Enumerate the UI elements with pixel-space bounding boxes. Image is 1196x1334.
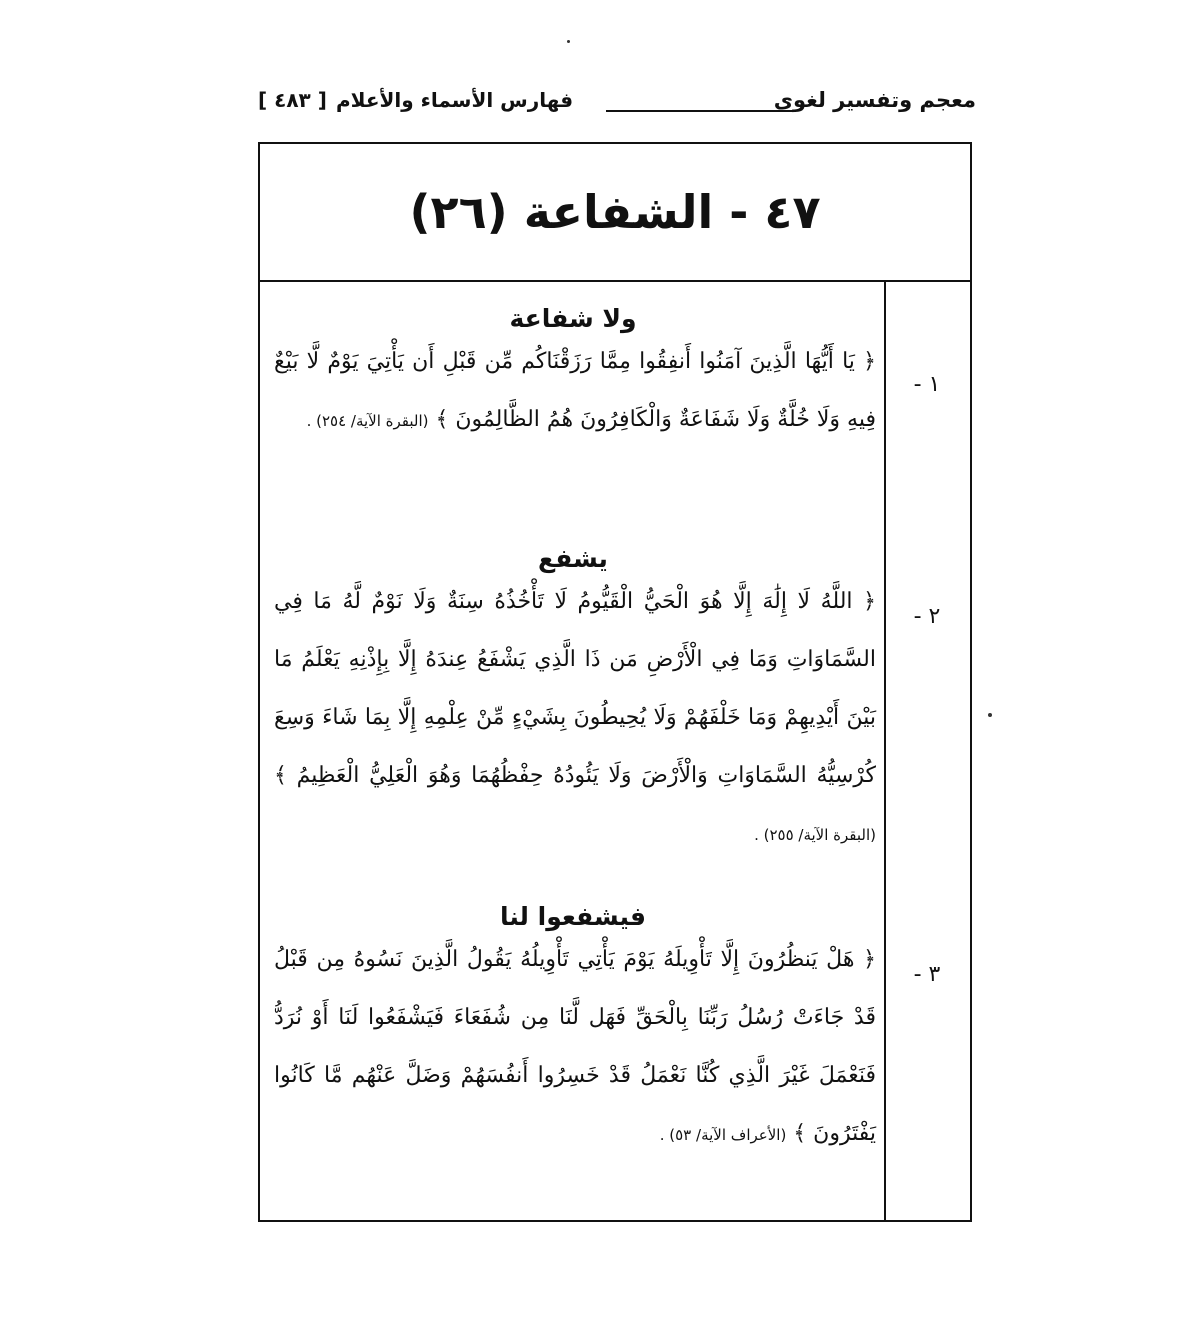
- chapter-title: ٤٧ - الشفاعة (٢٦): [409, 185, 821, 239]
- entry-number: ٢ -: [913, 604, 941, 629]
- entry-number: ٣ -: [913, 962, 941, 987]
- number-column: [884, 282, 970, 1222]
- verse-reference: (البقرة الآية/ ٢٥٤) .: [306, 412, 429, 430]
- book-title: معجم وتفسير لغوى: [773, 88, 976, 112]
- entry-verse: [260, 931, 886, 1164]
- verse-reference: (البقرة الآية/ ٢٥٥) .: [754, 826, 876, 844]
- entry-verse: [260, 573, 886, 864]
- header-rule: [606, 110, 796, 112]
- verse-text: ﴿ هَلْ يَنظُرُونَ إِلَّا تَأْوِيلَهُ يَوْمَ يَأْتِي تَأْوِيلُهُ يَقُولُ الَّذِينَ نَسُوهُ مِن قَبْلُ قَدْ جَاءَتْ رُسُلُ رَبِّنَا بِالْحَقِّ فَهَل لَّنَا مِن شُفَعَاءَ فَيَشْفَعُوا لَنَا أَوْ نُرَدُّ فَنَعْمَلَ غَيْرَ الَّذِي كُنَّا نَعْمَلُ قَدْ خَسِرُوا أَنفُسَهُمْ وَضَلَّ عَنْهُم مَّا كَانُوا يَفْتَرُونَ ﴾: [274, 947, 876, 1146]
- page-frame: [258, 142, 972, 1222]
- verse-text: ﴿ اللَّهُ لَا إِلَٰهَ إِلَّا هُوَ الْحَيُّ الْقَيُّومُ لَا تَأْخُذُهُ سِنَةٌ وَلَا نَوْمٌ لَّهُ مَا فِي السَّمَاوَاتِ وَمَا فِي الْأَرْضِ مَن ذَا الَّذِي يَشْفَعُ عِندَهُ إِلَّا بِإِذْنِهِ يَعْلَمُ مَا بَيْنَ أَيْدِيهِمْ وَمَا خَلْفَهُمْ وَلَا يُحِيطُونَ بِشَيْءٍ مِّنْ عِلْمِهِ إِلَّا بِمَا شَاءَ وَسِعَ كُرْسِيُّهُ السَّمَاوَاتِ وَالْأَرْضَ وَلَا يَئُودُهُ حِفْظُهُمَا وَهُوَ الْعَلِيُّ الْعَظِيمُ ﴾: [274, 589, 876, 788]
- page-number: [ ٤٨٣ ]: [258, 88, 327, 112]
- chapter-title-box: [260, 144, 970, 282]
- entries-column: [260, 282, 886, 1222]
- entry-number: ١ -: [913, 372, 941, 397]
- entry: [260, 544, 886, 864]
- scan-speck: [567, 40, 570, 43]
- entry: [260, 902, 886, 1164]
- running-header: [258, 86, 976, 122]
- verse-reference: (الأعراف الآية/ ٥٣) .: [659, 1126, 787, 1144]
- entry-verse: [260, 333, 886, 450]
- entry-heading: ولا شفاعة: [509, 304, 637, 333]
- verse-text: ﴿ يَا أَيُّهَا الَّذِينَ آمَنُوا أَنفِقُوا مِمَّا رَزَقْنَاكُم مِّن قَبْلِ أَن يَأْتِيَ يَوْمٌ لَّا بَيْعٌ فِيهِ وَلَا خُلَّةٌ وَلَا شَفَاعَةٌ وَالْكَافِرُونَ هُمُ الظَّالِمُونَ ﴾: [274, 349, 876, 432]
- entry: [260, 304, 886, 450]
- scan-speck: [988, 713, 992, 717]
- entry-heading: يشفع: [538, 544, 608, 573]
- entry-heading: فيشفعوا لنا: [499, 902, 647, 931]
- section-title: فهارس الأسماء والأعلام: [336, 88, 574, 112]
